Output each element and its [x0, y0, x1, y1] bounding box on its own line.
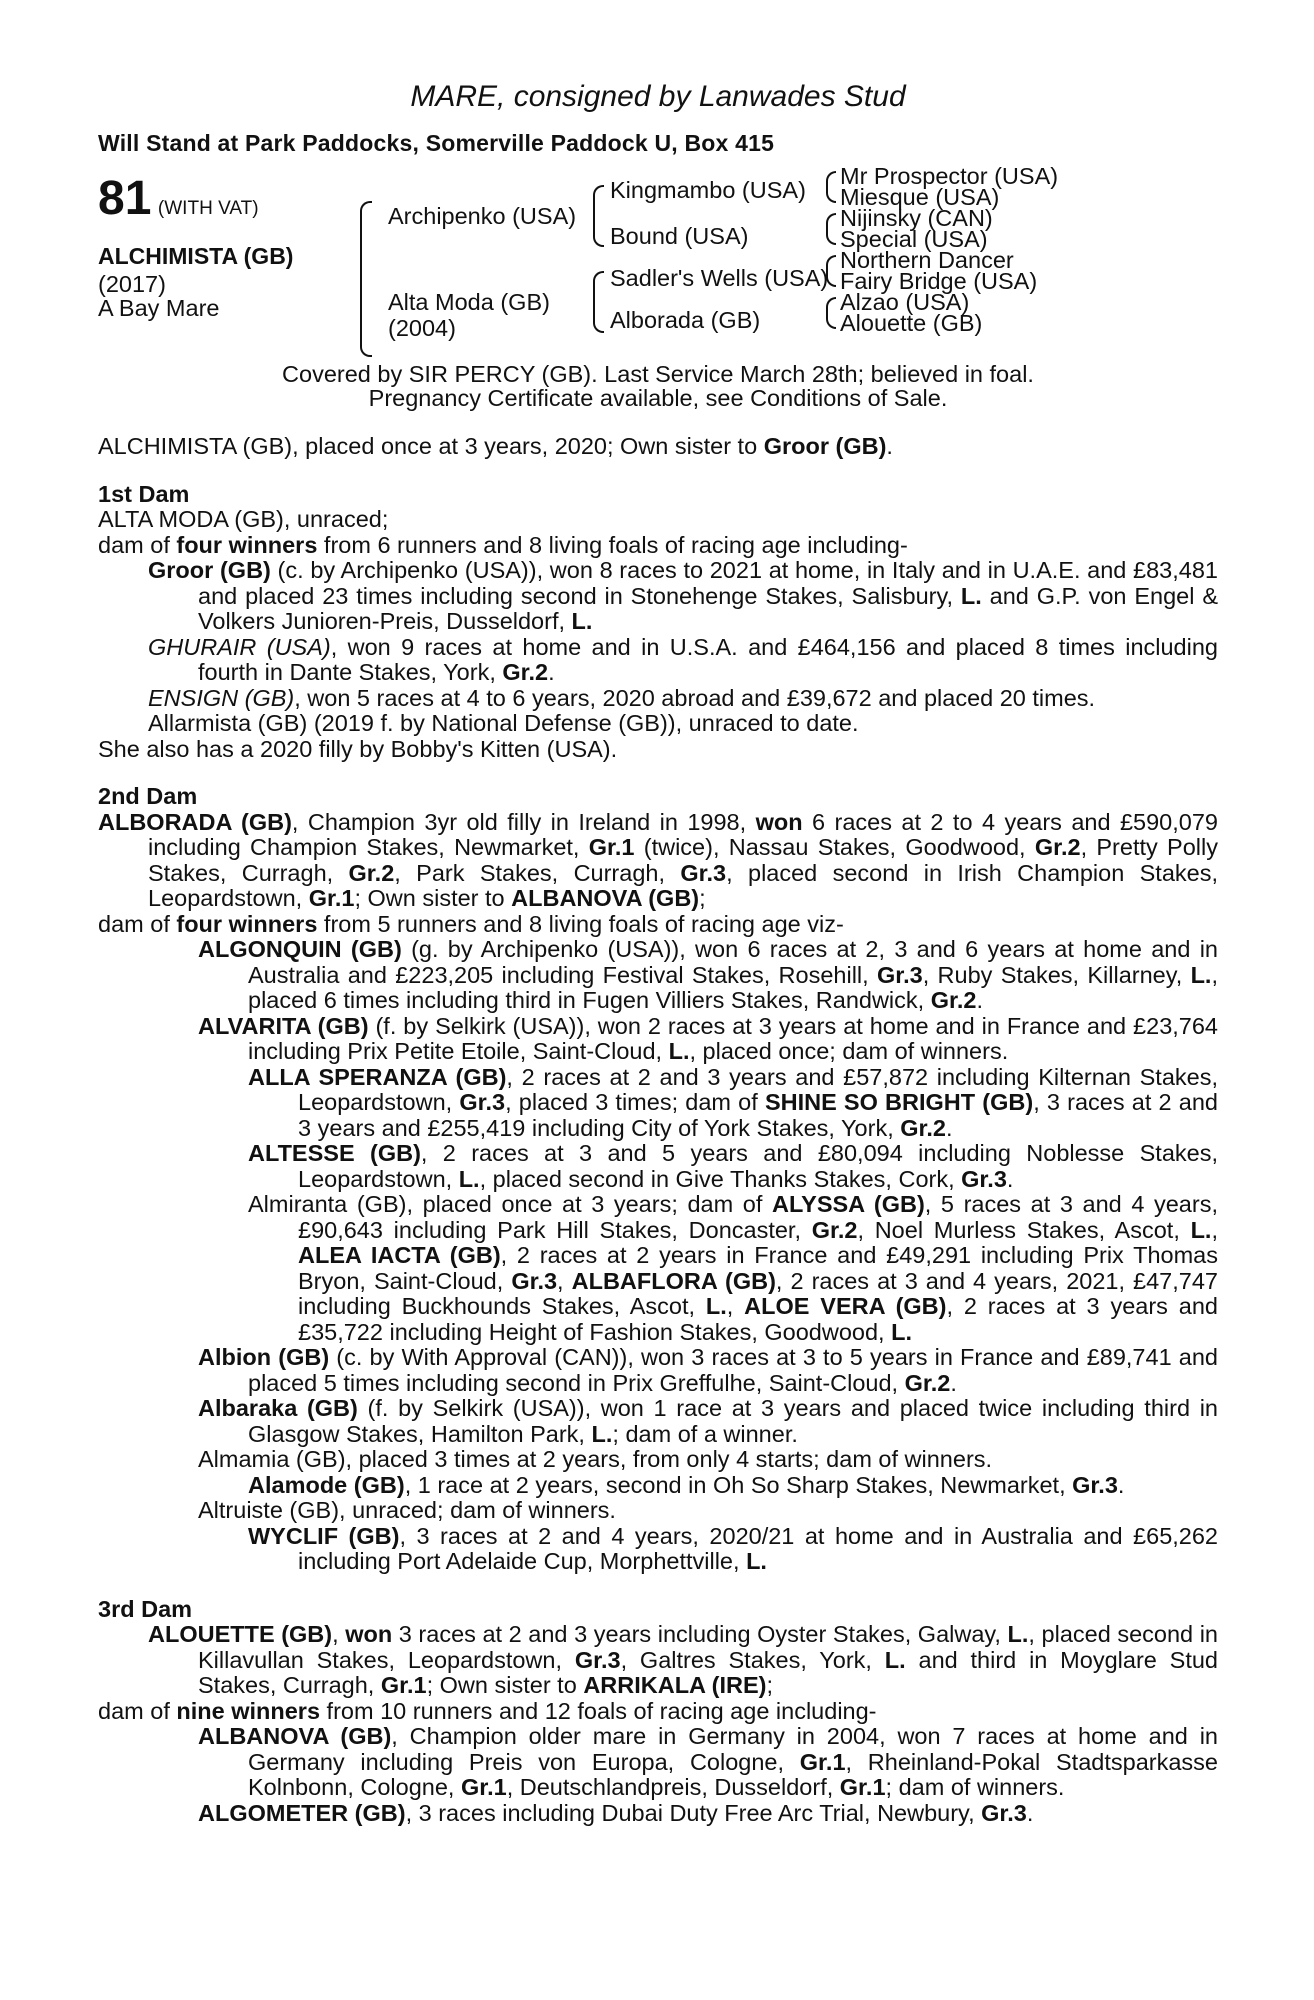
text-run: .	[1026, 1799, 1034, 1826]
text-run: from 10 runners and 12 foals of racing age including-	[320, 1697, 877, 1724]
text-run: .	[950, 1369, 957, 1396]
text-run: and third in Moyglare Stud Stakes, Curragh,	[198, 1646, 1219, 1698]
text-run: 6 races at 2 to 4 years and £590,079 including Champion Stakes, Newmarket,	[148, 808, 1218, 860]
produce-altruiste	[98, 1498, 1218, 1524]
bold-text: ALOUETTE (GB)	[148, 1621, 333, 1647]
stand-location: Will Stand at Park Paddocks, Somerville Paddock U, Box 415	[98, 130, 775, 156]
text-run: (c. by With Approval (CAN)), won 3 races at 3 to 5 years in France and £89,741 and placed 5 times including second in Prix Greffulhe, Saint-Cloud,	[248, 1344, 1218, 1396]
bold-text: Gr.3	[1072, 1471, 1118, 1498]
gg-6: Fairy Bridge (USA)	[840, 268, 1038, 294]
text-run: (f. by Selkirk (USA)), won 1 race at 3 years and placed twice including third in Glasgow Stakes, Hamilton Park,	[248, 1395, 1218, 1447]
bold-text: Gr.1	[588, 834, 635, 860]
bracket-main	[360, 201, 372, 357]
bold-text: ALBANOVA (GB)	[511, 885, 700, 911]
bold-text: Gr.1	[308, 885, 355, 911]
text-run: ; dam of a winner.	[612, 1420, 798, 1447]
also-note: She also has a 2020 filly by Bobby's Kitten (USA).	[98, 735, 618, 762]
bold-text: ALLA SPERANZA (GB)	[248, 1063, 507, 1090]
produce-alla-speranza	[98, 1065, 1218, 1142]
bold-text: ALTESSE (GB)	[248, 1140, 421, 1166]
text-run: , placed second in Irish Champion Stakes, Leopardstown,	[148, 859, 1219, 911]
gg-7: Alzao (USA)	[840, 289, 970, 315]
text-run: , Galtres Stakes, York,	[620, 1646, 885, 1673]
text-run: , placed 6 times including third in Fugen Villiers Stakes, Randwick,	[248, 961, 1218, 1013]
covered-line-1: Covered by SIR PERCY (GB). Last Service March 28th; believed in foal.	[282, 361, 1034, 387]
lot-number: 81	[98, 172, 152, 225]
horse-name: ALCHIMISTA (GB)	[98, 243, 294, 269]
text-run: (g. by Archipenko (USA)), won 6 races at 2, 3 and 6 years at home and in Australia and £223,205 including Festival Stakes, Rosehill,	[248, 936, 1218, 988]
bold-text: Gr.1	[799, 1748, 846, 1775]
bold-text: L.	[1190, 1216, 1212, 1243]
text-run: , Deutschlandpreis, Dusseldorf,	[506, 1774, 840, 1800]
bracket-4c	[826, 255, 836, 287]
produce-albaraka	[98, 1396, 1218, 1447]
bold-text: ARRIKALA (IRE)	[583, 1672, 767, 1698]
bold-text: Gr.2	[904, 1369, 951, 1396]
sire-dam: Bound (USA)	[610, 223, 749, 249]
gg-3: Nijinsky (CAN)	[840, 205, 993, 231]
text-run: , 3 races including Dubai Duty Free Arc Trial, Newbury,	[405, 1799, 982, 1826]
bold-text: Gr.2	[930, 987, 977, 1013]
bold-text: L.	[591, 1420, 613, 1447]
bold-text: Gr.2	[348, 859, 395, 886]
text-run: ;	[766, 1672, 774, 1698]
bold-text: Alamode (GB)	[248, 1471, 405, 1498]
catalogue-page	[98, 80, 1218, 1826]
text-run: ; Own sister to	[426, 1672, 584, 1698]
bold-text: Gr.1	[380, 1672, 427, 1698]
bold-text: ALGONQUIN (GB)	[198, 936, 402, 962]
text-run: .	[976, 987, 983, 1013]
bold-text: Gr.2	[811, 1216, 858, 1243]
text-run: ,	[1211, 1216, 1218, 1243]
bold-text: ALEA IACTA (GB)	[298, 1242, 501, 1268]
text-run: Altruiste (GB), unraced; dam of winners.	[198, 1497, 616, 1523]
text-run: , Champion older mare in Germany in 2004, won 7 races at home and in Germany including Preis von Europa, Cologne,	[248, 1723, 1219, 1775]
text-run: (f. by Selkirk (USA)), won 2 races at 3 years at home and in France and £23,764 including Prix Petite Etoile, Saint-Cloud,	[248, 1012, 1219, 1064]
gg-8: Alouette (GB)	[840, 310, 983, 336]
bold-text: L.	[746, 1548, 767, 1574]
first-dam-heading: 1st Dam	[98, 480, 190, 507]
produce-altesse	[98, 1141, 1218, 1192]
second-dam-heading: 2nd Dam	[98, 783, 198, 809]
produce-albion	[98, 1345, 1218, 1396]
produce-allarmista: Allarmista (GB) (2019 f. by National Defense (GB)), unraced to date.	[148, 710, 859, 736]
text-run: , placed 3 times; dam of	[505, 1089, 765, 1115]
bold-text: Gr.3	[961, 1165, 1007, 1192]
bold-text: L.	[884, 1646, 906, 1673]
bold-text: WYCLIF (GB)	[248, 1522, 400, 1549]
produce-ensign: ENSIGN (GB), won 5 races at 4 to 6 years, 2020 abroad and £39,672 and placed 20 times.	[148, 684, 1096, 711]
pedigree-table	[98, 163, 1218, 426]
text-run: , 1 race at 2 years, second in Oh So Sharp Stakes, Newmarket,	[404, 1471, 1073, 1498]
vat-note: (WITH VAT)	[157, 198, 259, 219]
produce-almiranta	[98, 1192, 1218, 1345]
text-run: 3 races at 2 and 3 years including Oyster Stakes, Galway,	[392, 1621, 1008, 1647]
text-run: , Ruby Stakes, Killarney,	[922, 961, 1191, 988]
bold-text: ALBANOVA (GB)	[198, 1723, 392, 1749]
dam-sire: Sadler's Wells (USA)	[610, 265, 829, 291]
bracket-4a	[826, 171, 836, 203]
bold-text: four winners	[176, 910, 318, 937]
bold-text: ALOE VERA (GB)	[744, 1293, 947, 1319]
text-run: , placed once; dam of winners.	[689, 1038, 1009, 1064]
bold-text: Gr.3	[574, 1646, 621, 1673]
bold-text: Gr.2	[1034, 834, 1081, 860]
bold-text: Gr.3	[876, 961, 923, 988]
text-run: dam of	[98, 910, 177, 937]
text-run: .	[946, 1114, 953, 1141]
text-run: , Park Stakes, Curragh,	[394, 859, 681, 886]
horse-year: (2017)	[98, 271, 166, 297]
third-dam-para	[98, 1622, 1218, 1699]
bold-text: SHINE SO BRIGHT (GB)	[764, 1089, 1034, 1115]
produce-almamia	[98, 1447, 1218, 1473]
produce-albanova	[98, 1724, 1218, 1801]
sire-sire: Kingmambo (USA)	[610, 177, 806, 203]
gg-1: Mr Prospector (USA)	[840, 163, 1059, 189]
text-run: dam of	[98, 1697, 177, 1724]
bold-text: ALGOMETER (GB)	[198, 1799, 406, 1826]
produce-algometer	[98, 1801, 1218, 1827]
bold-text: Gr.2	[900, 1114, 946, 1141]
intro-line: ALCHIMISTA (GB), placed once at 3 years, 2020; Own sister to Groor (GB).	[98, 433, 893, 459]
text-run: , 2 races at 2 and 3 years and £57,872 including Kilternan Stakes, Leopardstown,	[298, 1063, 1218, 1115]
produce-groor: Groor (GB) (c. by Archipenko (USA)), won 8 races to 2021 at home, in Italy and in U.A.E. and £83,481 and placed 23 times including second in Stonehenge Stakes, Salisbury, L. and G.P. von Engel & Volkers Junioren-Preis, Dusseldorf, L.	[148, 557, 1218, 634]
bold-text: won	[345, 1621, 393, 1647]
text-run: Almamia (GB), placed 3 times at 2 years, from only 4 starts; dam of winners.	[198, 1446, 993, 1472]
gg-4: Special (USA)	[840, 226, 988, 252]
text-run: , Pretty Polly Stakes, Curragh,	[148, 834, 1218, 886]
lot-title: MARE, consigned by Lanwades Stud	[410, 80, 906, 113]
produce-ghurair: GHURAIR (USA), won 9 races at home and in U.S.A. and £464,156 and placed 8 times including fourth in Dante Stakes, York, Gr.2.	[148, 633, 1218, 685]
text-run: , Rheinland-Pokal Stadtsparkasse Kolnbonn, Cologne,	[248, 1748, 1218, 1800]
text-run: , 2 races at 3 years and £35,722 including Height of Fashion Stakes, Goodwood,	[298, 1293, 1218, 1345]
text-run: from 5 runners and 8 living foals of racing age viz-	[317, 910, 844, 937]
bold-text: Gr.3	[511, 1267, 558, 1294]
bold-text: L.	[705, 1293, 727, 1319]
first-dam-produce: dam of four winners from 6 runners and 8 living foals of racing age including-	[98, 531, 908, 558]
text-run: , placed second in Give Thanks Stakes, Cork,	[479, 1165, 962, 1192]
bold-text: L.	[891, 1318, 913, 1345]
gg-5: Northern Dancer	[840, 247, 1014, 273]
bold-text: ALBORADA (GB)	[98, 808, 292, 835]
text-run: .	[1117, 1471, 1125, 1498]
produce-algonquin	[98, 937, 1218, 1014]
bold-text: won	[755, 808, 803, 835]
gg-2: Miesque (USA)	[840, 184, 1000, 210]
text-run: , 3 races at 2 and 4 years, 2020/21 at home and in Australia and £65,262 including Port Adelaide Cup, Morphettville,	[298, 1522, 1218, 1574]
bracket-sire	[593, 185, 604, 247]
lot-number-row	[98, 171, 259, 226]
bold-text: Gr.3	[680, 859, 727, 886]
text-run: , 2 races at 3 and 5 years and £80,094 including Noblesse Stakes, Leopardstown,	[298, 1140, 1218, 1192]
produce-alvarita	[98, 1014, 1218, 1065]
text-run: , placed second in Killavullan Stakes, Leopardstown,	[198, 1621, 1218, 1673]
bold-text: Albion (GB)	[198, 1344, 330, 1370]
text-run: ,	[332, 1621, 346, 1647]
bold-text: Albaraka (GB)	[198, 1395, 358, 1421]
bold-text: nine winners	[176, 1697, 321, 1724]
bracket-4d	[826, 297, 836, 329]
bold-text: ALBAFLORA (GB)	[571, 1267, 776, 1294]
text-run: , 5 races at 3 and 4 years, £90,643 including Park Hill Stakes, Doncaster,	[298, 1191, 1218, 1243]
bracket-4b	[826, 213, 836, 245]
text-run: Almiranta (GB), placed once at 3 years; dam of	[248, 1191, 772, 1217]
text-run: ;	[699, 885, 706, 911]
sire: Archipenko (USA)	[388, 203, 577, 229]
bold-text: L.	[668, 1038, 690, 1064]
third-dam-produce	[98, 1699, 1218, 1725]
bold-text: Gr.1	[839, 1774, 886, 1800]
bold-text: L.	[1007, 1621, 1029, 1647]
bold-text: L.	[1190, 961, 1212, 988]
text-run: , 3 races at 2 and 3 years and £255,419 including City of York Stakes, York,	[298, 1089, 1218, 1141]
bracket-dam	[593, 271, 604, 333]
text-run: ; dam of winners.	[885, 1774, 1065, 1800]
bold-text: ALVARITA (GB)	[198, 1012, 369, 1039]
third-dam-heading: 3rd Dam	[98, 1595, 193, 1622]
second-dam-para	[98, 810, 1218, 912]
horse-description: A Bay Mare	[98, 295, 220, 321]
bold-text: ALYSSA (GB)	[771, 1191, 925, 1217]
text-run: , Noel Murless Stakes, Ascot,	[857, 1216, 1191, 1243]
text-run: , 2 races at 2 years in France and £49,291 including Prix Thomas Bryon, Saint-Cloud,	[298, 1242, 1218, 1294]
text-run: , Champion 3yr old filly in Ireland in 1998,	[291, 808, 756, 835]
text-run: ; Own sister to	[354, 885, 512, 911]
text-run: ,	[557, 1267, 572, 1294]
dam-dam: Alborada (GB)	[610, 307, 761, 333]
bold-text: Gr.3	[981, 1799, 1027, 1826]
bold-text: Gr.3	[459, 1089, 506, 1115]
text-run: , 2 races at 3 and 4 years, 2021, £47,747 including Buckhounds Stakes, Ascot,	[298, 1267, 1218, 1319]
second-dam-produce	[98, 912, 1218, 938]
bold-text: Gr.1	[460, 1774, 507, 1800]
bold-text: L.	[458, 1165, 480, 1192]
produce-wyclif	[98, 1524, 1218, 1575]
first-dam-line: ALTA MODA (GB), unraced;	[98, 506, 389, 532]
dam-year: (2004)	[388, 315, 456, 341]
dam: Alta Moda (GB)	[388, 289, 550, 315]
text-run: ,	[726, 1293, 745, 1319]
text-run: (twice), Nassau Stakes, Goodwood,	[634, 834, 1035, 860]
produce-alamode	[98, 1473, 1218, 1499]
covered-line-2: Pregnancy Certificate available, see Conditions of Sale.	[368, 385, 948, 411]
text-run: .	[1006, 1165, 1014, 1192]
